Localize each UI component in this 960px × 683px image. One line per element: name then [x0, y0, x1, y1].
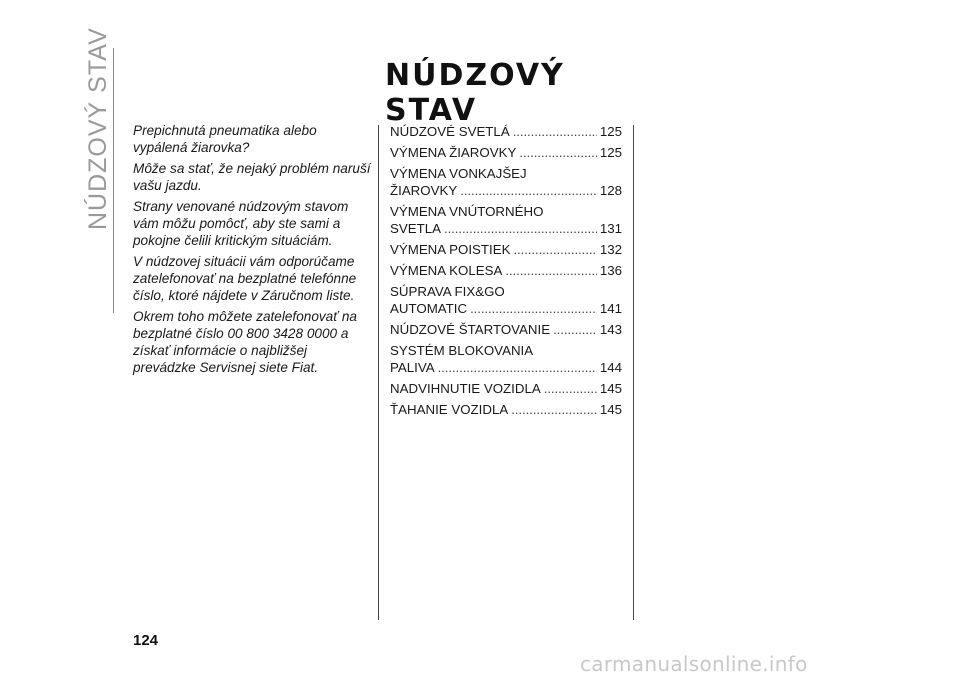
watermark-text: carmanualsonline.info: [580, 652, 808, 676]
toc-entry-page: 144: [599, 360, 622, 375]
intro-paragraph: V núdzovej situácii vám odporúčame zatelefonovať na bezplatné telefónne číslo, ktoré nájdete v Záručnom liste.: [133, 254, 357, 303]
toc-entry-label: ŽIAROVKY: [390, 183, 458, 198]
toc-leader-dots: [553, 321, 597, 338]
intro-paragraph: Prepichnutá pneumatika alebo vypálená žiarovka?: [133, 123, 317, 155]
side-section-label: NÚDZOVÝ STAV: [84, 27, 112, 230]
toc-leader-dots: [511, 401, 597, 418]
toc-entry-label: SVETLA: [390, 221, 441, 236]
toc-entry-label-line1: SYSTÉM BLOKOVANIA: [390, 343, 534, 358]
toc-entry-label: VÝMENA KOLESA: [390, 263, 503, 278]
toc-leader-dots: [513, 123, 597, 140]
toc-entry[interactable]: [390, 380, 622, 397]
toc-entry-label: NÚDZOVÉ ŠTARTOVANIE: [390, 322, 551, 337]
toc-entry-label: VÝMENA ŽIAROVKY: [390, 145, 517, 160]
toc-entry-page: 128: [599, 183, 622, 198]
toc-entry-row: [390, 123, 622, 140]
toc-entry-row: [390, 321, 622, 338]
toc-entry[interactable]: [390, 203, 622, 237]
intro-paragraph: Okrem toho môžete zatelefonovať na bezplatné číslo 00 800 3428 0000 a získať informácie o najbližšej prevádzke Servisnej siete Fiat.: [133, 309, 357, 375]
intro-paragraph: Môže sa stať, že nejaký problém naruší vašu jazdu.: [133, 161, 371, 193]
toc-entry[interactable]: [390, 241, 622, 258]
intro-paragraph: Strany venované núdzovým stavom vám môžu pomôcť, aby ste sami a pokojne čelili kritickým situáciám.: [133, 199, 349, 248]
toc-leader-dots: [470, 300, 597, 317]
toc-entry-row: [390, 182, 622, 199]
toc-entry-page: 132: [599, 242, 622, 257]
column-divider-right: [633, 125, 634, 620]
toc-entry-row: [390, 241, 622, 258]
toc-entry[interactable]: [390, 401, 622, 418]
toc-entry-row: [390, 262, 622, 279]
toc-entry[interactable]: [390, 262, 622, 279]
toc-entry-page: 125: [599, 145, 622, 160]
toc-entry-row: [390, 300, 622, 317]
toc-leader-dots: [513, 241, 596, 258]
toc-entry-row: [390, 220, 622, 237]
side-section-tab: [60, 27, 130, 310]
column-divider-left: [378, 125, 379, 620]
toc-entry-page: 143: [599, 322, 622, 337]
toc-leader-dots: [444, 220, 597, 237]
page-title: NÚDZOVÝ STAV: [385, 58, 565, 128]
page-number: 124: [133, 632, 159, 649]
toc-leader-dots: [460, 182, 597, 199]
toc-entry-label: VÝMENA POISTIEK: [390, 242, 511, 257]
toc-entry-label-line1: VÝMENA VONKAJŠEJ: [390, 166, 527, 181]
toc-entry[interactable]: [390, 283, 622, 317]
toc-entry[interactable]: [390, 144, 622, 161]
table-of-contents: [390, 123, 622, 422]
toc-entry-label: NADVIHNUTIE VOZIDLA: [390, 381, 541, 396]
toc-entry-row: [390, 380, 622, 397]
toc-entry-label: ŤAHANIE VOZIDLA: [390, 402, 509, 417]
toc-entry-label: PALIVA: [390, 360, 435, 375]
toc-entry-row: [390, 359, 622, 376]
toc-entry-page: 145: [599, 402, 622, 417]
toc-entry[interactable]: [390, 321, 622, 338]
toc-entry-page: 141: [599, 301, 622, 316]
toc-entry-label: NÚDZOVÉ SVETLÁ: [390, 124, 510, 139]
toc-leader-dots: [519, 144, 596, 161]
toc-entry[interactable]: [390, 123, 622, 140]
toc-leader-dots: [505, 262, 596, 279]
toc-entry-page: 125: [599, 124, 622, 139]
toc-entry-row: [390, 144, 622, 161]
side-divider: [113, 48, 114, 313]
toc-entry-page: 136: [599, 263, 622, 278]
toc-leader-dots: [544, 380, 597, 397]
toc-entry[interactable]: [390, 165, 622, 199]
toc-entry-page: 131: [599, 221, 622, 236]
toc-entry-label-line1: VÝMENA VNÚTORNÉHO: [390, 204, 544, 219]
toc-entry-page: 145: [599, 381, 622, 396]
toc-entry[interactable]: [390, 342, 622, 376]
intro-text: [133, 122, 373, 380]
toc-leader-dots: [438, 359, 597, 376]
toc-entry-label-line1: SÚPRAVA FIX&GO: [390, 284, 505, 299]
toc-entry-label: AUTOMATIC: [390, 301, 468, 316]
toc-entry-row: [390, 401, 622, 418]
